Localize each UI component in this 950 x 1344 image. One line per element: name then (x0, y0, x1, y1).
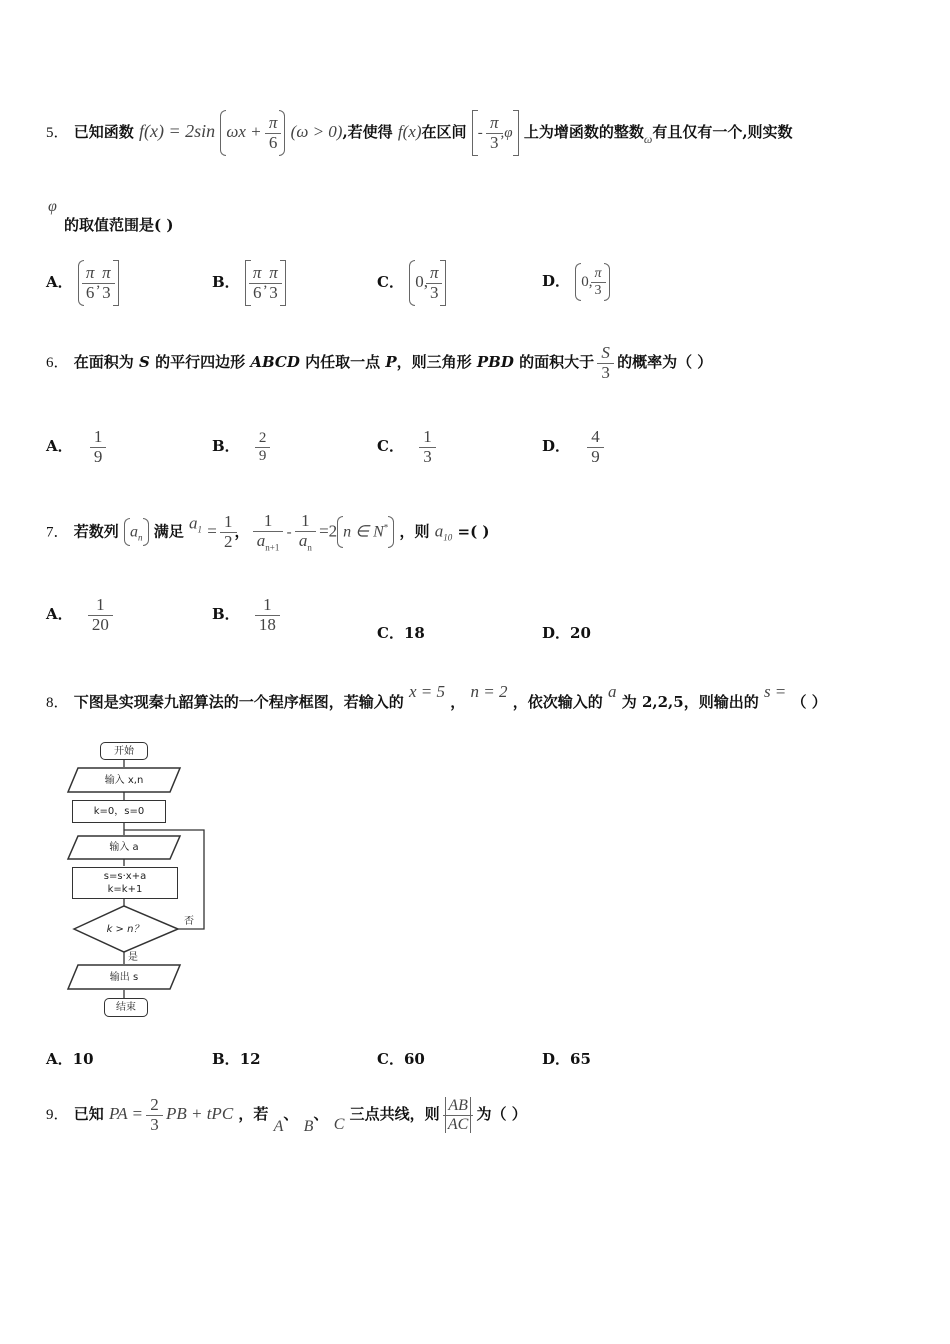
q7-option-c[interactable]: C．18 (377, 624, 425, 642)
flowchart-no-label: 否 (184, 915, 194, 927)
q5-option-b[interactable]: B． $\frac{\pi}{6}$ , $\frac{\pi}{3}$ (212, 260, 286, 306)
q7-option-d[interactable]: D．20 (542, 624, 591, 642)
flowchart-decision: k > n？ (106, 923, 144, 935)
q8-flowchart (60, 736, 220, 1024)
q6-option-b[interactable]: B． $\frac{2}{9}$ (212, 430, 268, 464)
flowchart-update (72, 867, 178, 899)
q7-option-a[interactable]: A． $\frac{1}{20}$ (46, 596, 111, 634)
q8-option-b[interactable]: B．12 (212, 1050, 261, 1068)
q5-option-d[interactable]: D． 0, $\frac{\pi}{3}$ (542, 263, 610, 301)
q5-line2: 的取值范围是( ) (64, 216, 174, 234)
q8-line1: 8． 下图是实现秦九韶算法的一个程序框图，若输入的 x = 5 ， n = 2 ，依次输入的 a 为 2,2,5，则输出的 s = （ ） (46, 682, 827, 711)
q7-line1: 7． 若数列 $a_n$ 满足 $a_1$ = $\frac{1}{2}$ ， $\frac{1}{a_{n+1}}$ - $\frac{1}{a_n}$ =2 n ∈ N* ，则 $a_{10}$ =( ) (46, 511, 490, 553)
q5-phi-symbol: φ (48, 198, 57, 215)
flowchart-update-s: s=s·x+a (103, 871, 147, 882)
q5-line1: 5． 已知函数 f(x) = 2sin ωx + $\frac{\pi}{6}$ (ω > 0),若使得 f(x)在区间 - $\frac{\pi}{3}$ ,φ 上为增函数的整数$_\omega$有且仅有一个,则实数 (46, 110, 793, 156)
q8-option-d[interactable]: D．65 (542, 1050, 591, 1068)
q6-line1: 6． 在面积为 S 的平行四边形 ABCD 内任取一点 P，则三角形 PBD 的面积大于 $\frac{S}{3}$ 的概率为（ ） (46, 343, 713, 382)
flowchart-input-a: 输入 a (109, 842, 139, 853)
q6-option-d[interactable]: D． $\frac{4}{9}$ (542, 428, 602, 466)
flowchart-end: 结束 (104, 998, 148, 1017)
q5-pi-over-3: $\frac{\pi}{3}$ (488, 114, 501, 152)
flowchart-init: k=0，s=0 (72, 800, 166, 823)
q5-pi-over-6: $\frac{\pi}{6}$ (267, 114, 280, 152)
flowchart-yes-label: 是 (128, 951, 138, 963)
q6-s-over-3: $\frac{S}{3}$ (599, 344, 612, 382)
q8-option-c[interactable]: C．60 (377, 1050, 425, 1068)
q7-option-b[interactable]: B． $\frac{1}{18}$ (212, 596, 278, 634)
q9-ab-over-ac: $\frac{AB}{AC}$ (445, 1097, 471, 1133)
flowchart-output: 输出 s (109, 972, 139, 983)
flowchart-start: 开始 (100, 742, 148, 760)
q6-option-a[interactable]: A． $\frac{1}{9}$ (46, 428, 104, 466)
q9-line1: 9． 已知 PA = $\frac{2}{3}$ PB + tPC ，若 A、 B、 C 三点共线，则 $\frac{AB}{AC}$ 为（ ） (46, 1095, 527, 1136)
flowchart-input-xn: 输入 x,n (104, 774, 144, 786)
q6-option-c[interactable]: C． $\frac{1}{3}$ (377, 428, 434, 466)
q8-option-a[interactable]: A．10 (46, 1050, 94, 1068)
flowchart-update-k: k=k+1 (107, 884, 143, 895)
q5-option-c[interactable]: C． 0, $\frac{\pi}{3}$ (377, 260, 446, 306)
q5-option-a[interactable]: A． $\frac{\pi}{6}$ , $\frac{\pi}{3}$ (46, 260, 119, 306)
